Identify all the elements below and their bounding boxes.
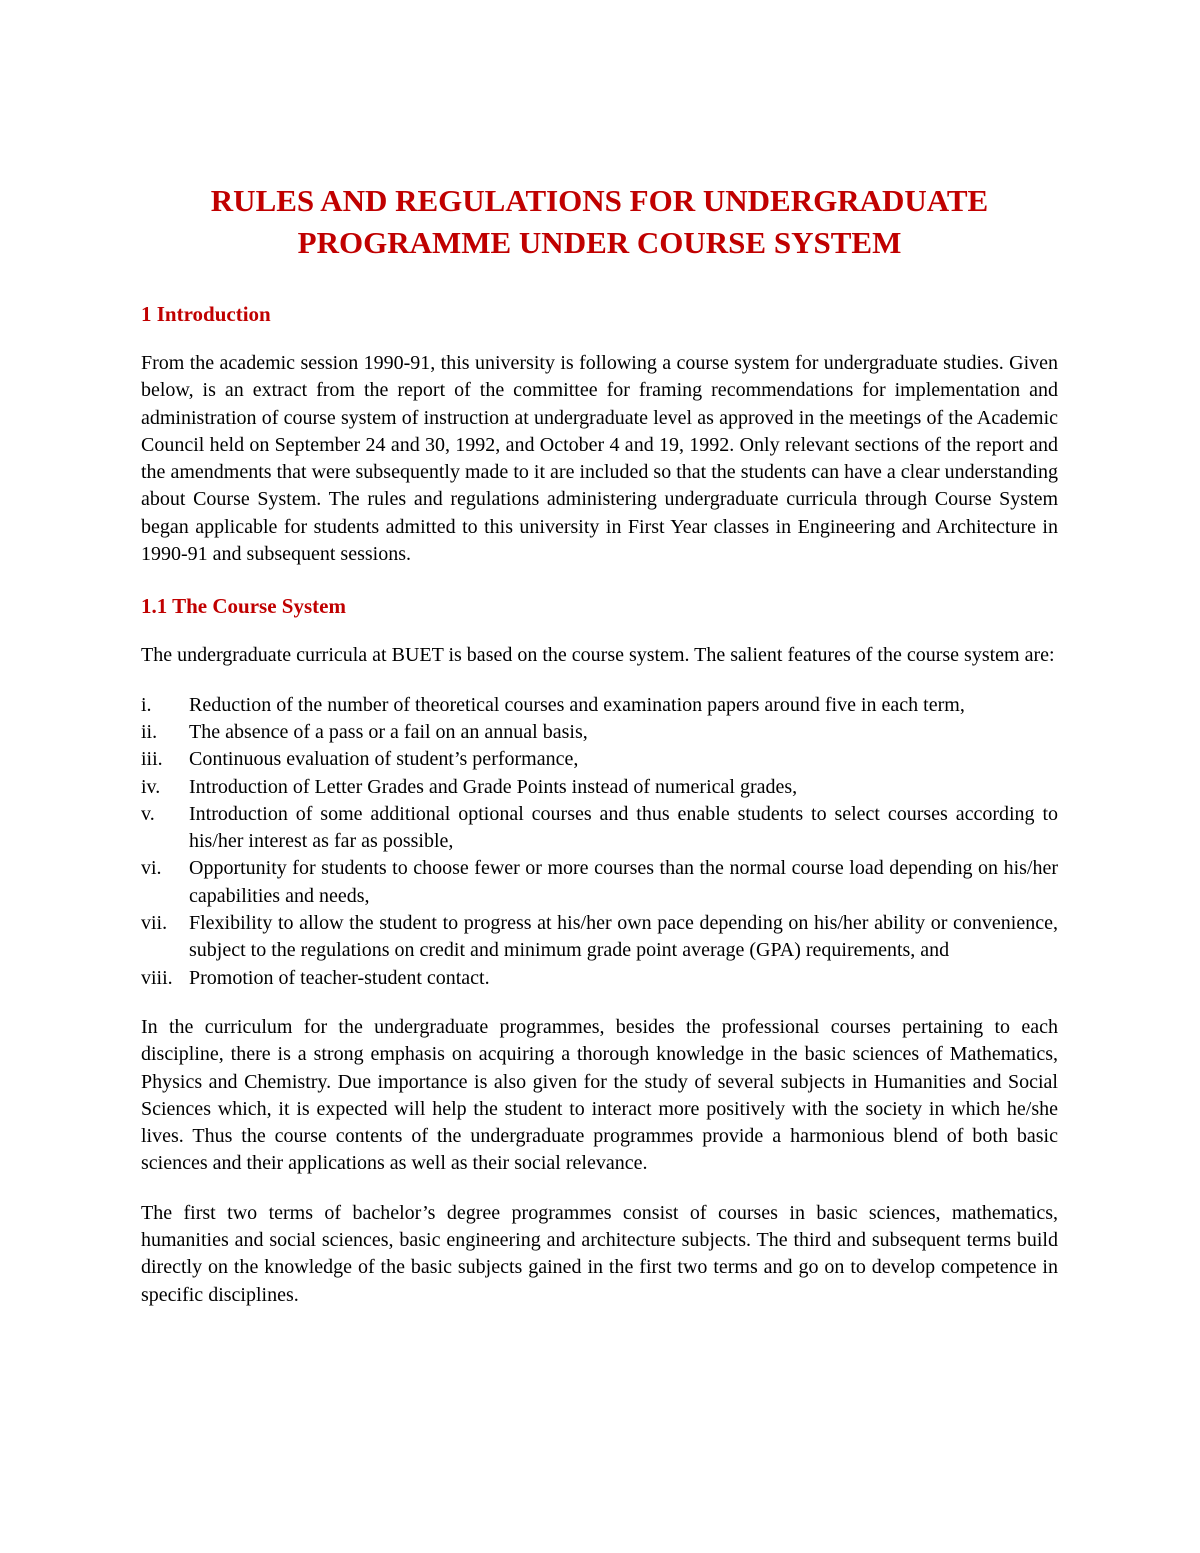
feature-number: ii. xyxy=(141,720,158,743)
title-line-1: RULES AND REGULATIONS FOR UNDERGRADUATE xyxy=(210,183,989,218)
feature-text: Introduction of some additional optional courses and thus enable students to select courses according to his/her interest as far as possible, xyxy=(189,802,1058,853)
section-heading-introduction: 1 Introduction xyxy=(141,302,271,326)
introduction-paragraph: From the academic session 1990-91, this university is following a course system for undergraduate studies. Given below, is an extract from the report of the committee for framing recommendations for implementation and administration of course system of instruction at undergraduate level as approved in the meetings of the Academic Council held on September 24 and 30, 1992, and October 4 and 19, 1992. Only relevant sections of the report and the amendments that were subsequently made to it are included so that the students can have a clear understanding about Course System. The rules and regulations administering undergraduate curricula through Course System began applicable for students admitted to this university in First Year classes in Engineering and Architecture in 1990-91 and subsequent sessions. xyxy=(141,352,1058,566)
feature-text: Continuous evaluation of student’s performance, xyxy=(189,748,579,771)
curriculum-paragraph: In the curriculum for the undergraduate programmes, besides the professional courses pertaining to each discipline, there is a strong emphasis on acquiring a thorough knowledge in the basic sciences of Mathematics, Physics and Chemistry. Due importance is also given for the study of several subjects in Humanities and Social Sciences which, it is expected will help the student to interact more positively with the society in which he/she lives. Thus the course contents of the undergraduate programmes provide a harmonious blend of both basic sciences and their applications as well as their social relevance. xyxy=(141,1015,1058,1175)
title-line-2: PROGRAMME UNDER COURSE SYSTEM xyxy=(297,225,902,260)
section-heading-course-system: 1.1 The Course System xyxy=(141,594,346,619)
feature-list-item xyxy=(141,774,1058,801)
feature-list-item xyxy=(141,855,1058,910)
feature-text: Introduction of Letter Grades and Grade Points instead of numerical grades, xyxy=(189,775,798,798)
feature-list-item xyxy=(141,801,1058,856)
feature-text: The absence of a pass or a fail on an annual basis, xyxy=(189,720,588,743)
feature-number: v. xyxy=(141,802,155,825)
feature-text: Reduction of the number of theoretical courses and examination papers around five in each term, xyxy=(189,693,965,716)
feature-number: iv. xyxy=(141,775,161,798)
document-content xyxy=(141,180,1058,1309)
feature-list-item xyxy=(141,719,1058,746)
feature-list-item xyxy=(141,910,1058,965)
feature-list-item xyxy=(141,746,1058,773)
document-title xyxy=(141,180,1058,264)
feature-list-item xyxy=(141,692,1058,719)
feature-text: Promotion of teacher-student contact. xyxy=(189,966,490,989)
feature-number: vii. xyxy=(141,912,168,935)
feature-number: iii. xyxy=(141,748,163,771)
feature-text: Flexibility to allow the student to progress at his/her own pace depending on his/her ability or convenience, subject to the regulations on credit and minimum grade point average (GPA) requirements, and xyxy=(189,912,1058,962)
feature-text: Opportunity for students to choose fewer or more courses than the normal course load depending on his/her capabilities and needs, xyxy=(189,857,1058,907)
feature-list-item xyxy=(141,965,1058,992)
terms-paragraph: The first two terms of bachelor’s degree programmes consist of courses in basic sciences, mathematics, humanities and social sciences, basic engineering and architecture subjects. The third and subsequent terms build directly on the knowledge of the basic subjects gained in the first two terms and go on to develop competence in specific disciplines. xyxy=(141,1201,1058,1306)
features-list xyxy=(141,692,1058,992)
course-system-intro-paragraph: The undergraduate curricula at BUET is based on the course system. The salient features of the course system are: xyxy=(141,644,1055,667)
feature-number: i. xyxy=(141,693,152,716)
feature-number: viii. xyxy=(141,966,173,989)
feature-number: vi. xyxy=(141,857,162,880)
